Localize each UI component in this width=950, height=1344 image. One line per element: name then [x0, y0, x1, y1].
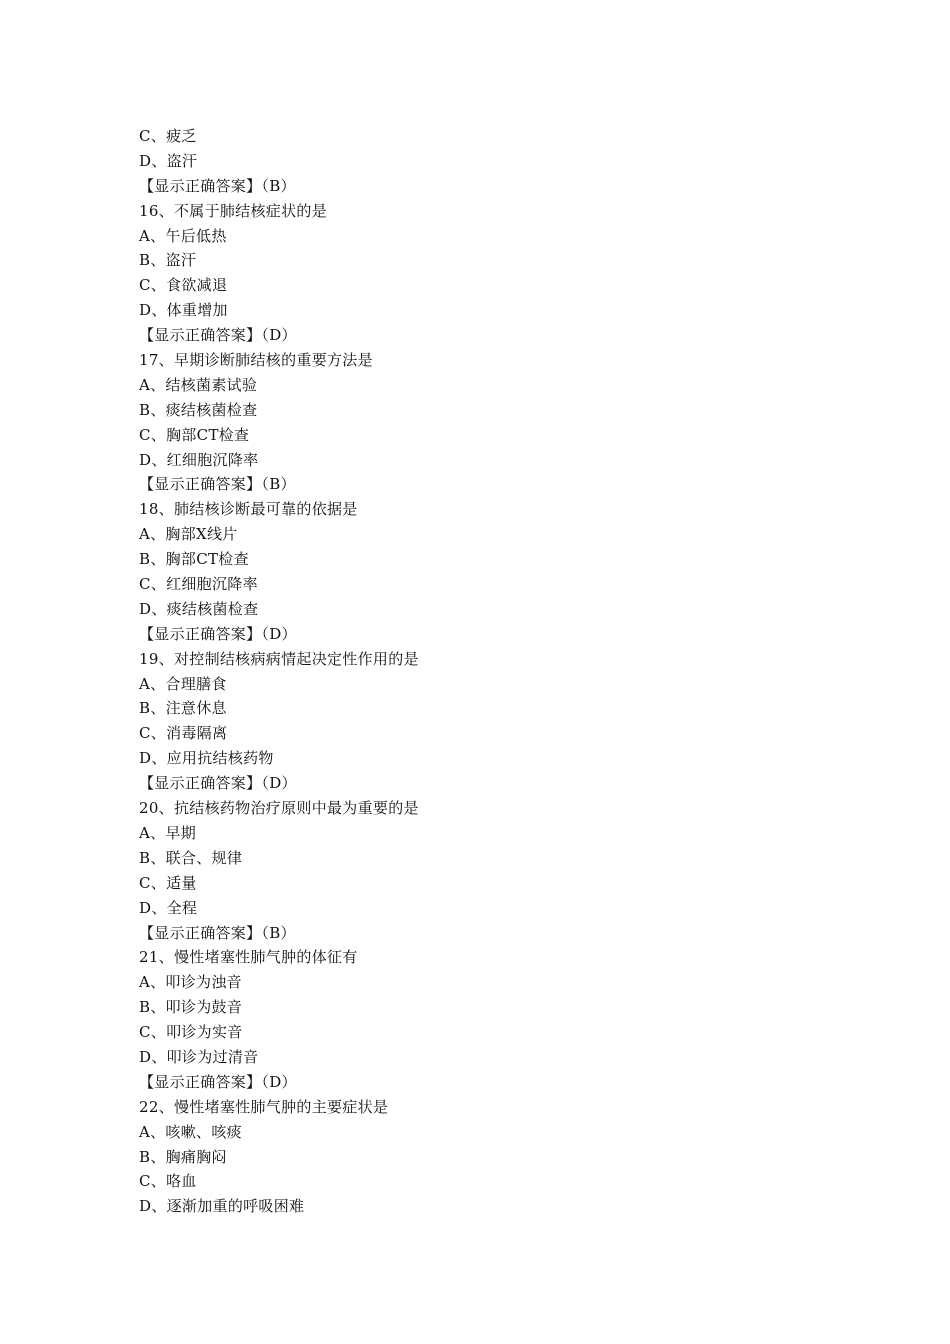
option-line: C、适量: [139, 873, 197, 892]
question-line: 21、慢性堵塞性肺气肿的体征有: [139, 948, 358, 967]
option-line: C、叩诊为实音: [139, 1023, 243, 1042]
question-line: 20、抗结核药物治疗原则中最为重要的是: [139, 799, 419, 818]
option-line: A、叩诊为浊音: [139, 973, 242, 992]
option-line: B、联合、规律: [139, 848, 243, 867]
option-line: D、应用抗结核药物: [139, 749, 274, 768]
answer-line: 【显示正确答案】（D）: [139, 624, 297, 643]
option-line: C、红细胞沉降率: [139, 575, 258, 594]
question-line: 18、肺结核诊断最可靠的依据是: [139, 500, 358, 519]
answer-line: 【显示正确答案】（B）: [139, 176, 296, 195]
answer-line: 【显示正确答案】（D）: [139, 774, 297, 793]
option-line: A、早期: [139, 823, 197, 842]
option-line: C、食欲减退: [139, 276, 228, 295]
option-line: D、叩诊为过清音: [139, 1047, 259, 1066]
option-line: D、全程: [139, 898, 198, 917]
option-line: B、注意休息: [139, 699, 227, 718]
option-line: C、胸部CT检查: [139, 425, 250, 444]
answer-line: 【显示正确答案】（B）: [139, 923, 296, 942]
option-line: C、消毒隔离: [139, 724, 228, 743]
option-line: A、结核菌素试验: [139, 375, 258, 394]
option-line: D、逐渐加重的呼吸困难: [139, 1197, 305, 1216]
option-line: B、叩诊为鼓音: [139, 998, 243, 1017]
option-line: D、痰结核菌检查: [139, 599, 259, 618]
option-line: A、合理膳食: [139, 674, 227, 693]
question-line: 22、慢性堵塞性肺气肿的主要症状是: [139, 1097, 389, 1116]
option-line: A、午后低热: [139, 226, 227, 245]
option-line: B、痰结核菌检查: [139, 400, 258, 419]
question-line: 19、对控制结核病病情起决定性作用的是: [139, 649, 419, 668]
option-line: D、红细胞沉降率: [139, 450, 259, 469]
question-line: 17、早期诊断肺结核的重要方法是: [139, 351, 373, 370]
option-line: D、盗汗: [139, 151, 198, 170]
option-line: A、咳嗽、咳痰: [139, 1122, 242, 1141]
answer-line: 【显示正确答案】（D）: [139, 1072, 297, 1091]
option-line: D、体重增加: [139, 301, 228, 320]
answer-line: 【显示正确答案】（D）: [139, 326, 297, 345]
question-line: 16、不属于肺结核症状的是: [139, 201, 327, 220]
option-line: B、胸痛胸闷: [139, 1147, 227, 1166]
option-line: C、疲乏: [139, 127, 197, 145]
option-line: B、盗汗: [139, 251, 197, 270]
option-line: B、胸部CT检查: [139, 550, 249, 569]
answer-line: 【显示正确答案】（B）: [139, 475, 296, 494]
document-page: [139, 124, 839, 1219]
option-line: C、咯血: [139, 1172, 197, 1191]
option-line: A、胸部X线片: [139, 525, 238, 544]
